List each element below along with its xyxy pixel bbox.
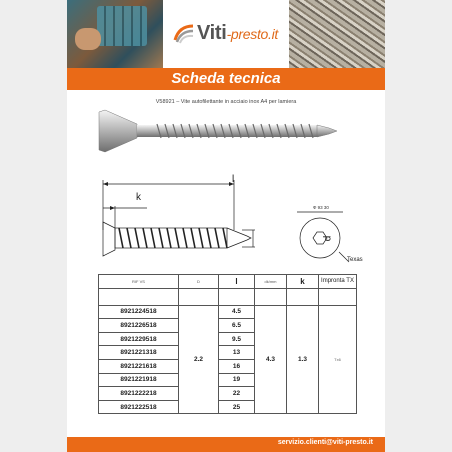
cell-l: 13 — [219, 346, 255, 360]
col-header-d: D — [179, 275, 219, 289]
photo-hand — [75, 28, 101, 50]
cell-l: 9.5 — [219, 332, 255, 346]
cell-code: 8921221918 — [99, 373, 179, 387]
banner-photo-workshop — [67, 0, 163, 68]
cell-l: 16 — [219, 359, 255, 373]
drawing-label-head-dim: Ф 93 30 — [313, 205, 329, 210]
technical-drawing — [67, 168, 385, 273]
product-photo-screw — [97, 108, 359, 158]
cell-l: 4.5 — [219, 305, 255, 319]
cell-code: 8921221318 — [99, 346, 179, 360]
col-header-code: RIF VS — [99, 275, 179, 289]
cell-code: 8921222218 — [99, 387, 179, 401]
cell-l: 22 — [219, 387, 255, 401]
logo-name: Viti — [197, 22, 227, 44]
product-subtitle: V58921 – Vite autofilettante in acciaio inox A4 per lamiera — [155, 99, 297, 105]
logo-wordmark — [197, 22, 278, 45]
cell-l: 6.5 — [219, 319, 255, 333]
photo-parts-tray — [97, 6, 147, 46]
cell-l: 19 — [219, 373, 255, 387]
logo-swoosh-icon — [173, 22, 195, 44]
table-header-row — [99, 275, 357, 289]
logo-domain: -presto.it — [226, 26, 279, 42]
col-header-l: l — [219, 275, 255, 289]
footer-bar — [67, 437, 385, 452]
brand-logo — [163, 0, 289, 68]
cell-dk: 4.3 — [255, 305, 287, 414]
cell-code: 8921224518 — [99, 305, 179, 319]
cell-k: 1.3 — [287, 305, 319, 414]
sheet-title: Scheda tecnica — [67, 68, 385, 90]
data-sheet-page — [67, 0, 385, 452]
drawing-label-drive: Texas — [347, 257, 363, 263]
table-spacer-row — [99, 288, 357, 305]
cell-d: 2.2 — [179, 305, 219, 414]
cell-drive: Tx6 — [319, 305, 357, 414]
cell-code: 8921222518 — [99, 400, 179, 414]
drawing-label-l: l — [232, 174, 235, 185]
spec-table — [98, 274, 357, 414]
table-row — [99, 305, 357, 319]
cell-code: 8921226518 — [99, 319, 179, 333]
cell-l: 25 — [219, 400, 255, 414]
footer-email: servizio.clienti@viti-presto.it — [277, 439, 373, 446]
cell-code: 8921221618 — [99, 359, 179, 373]
drawing-label-d: d — [322, 235, 334, 242]
drawing-label-k: k — [136, 192, 141, 203]
banner-photo-screws — [289, 0, 385, 68]
col-header-k: k — [287, 275, 319, 289]
header-banner — [67, 0, 385, 68]
col-header-drive: Impronta TX — [319, 275, 357, 289]
col-header-dk: dk/mm — [255, 275, 287, 289]
cell-code: 8921229518 — [99, 332, 179, 346]
